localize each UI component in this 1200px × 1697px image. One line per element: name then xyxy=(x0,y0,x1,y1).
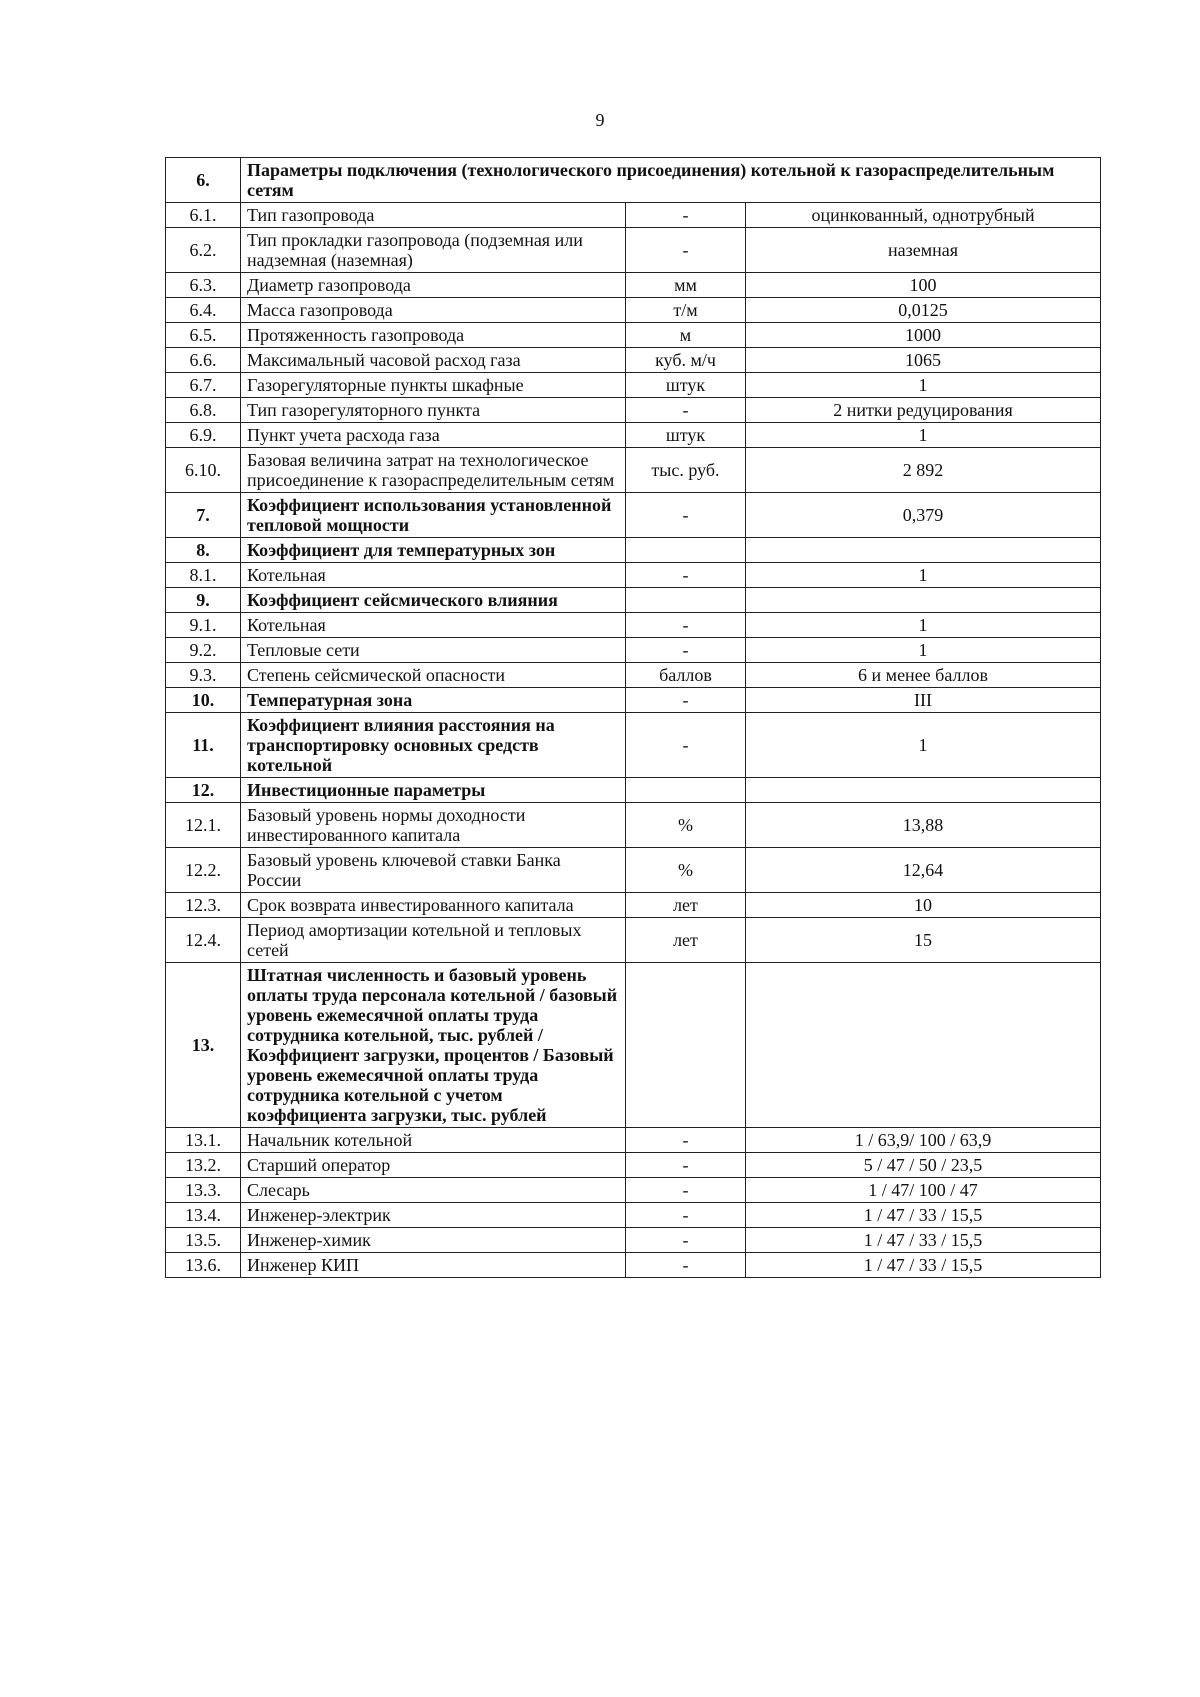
parameter-name: Диаметр газопровода xyxy=(241,273,626,298)
value-cell: 6 и менее баллов xyxy=(746,663,1101,688)
table-row xyxy=(166,918,1101,963)
unit-cell: - xyxy=(626,203,746,228)
parameter-name: Слесарь xyxy=(241,1178,626,1203)
parameter-name: Старший оператор xyxy=(241,1153,626,1178)
value-cell: 0,0125 xyxy=(746,298,1101,323)
unit-cell: - xyxy=(626,1203,746,1228)
value-cell: 2 892 xyxy=(746,448,1101,493)
parameter-name: Котельная xyxy=(241,563,626,588)
unit-cell: - xyxy=(626,228,746,273)
unit-cell: - xyxy=(626,563,746,588)
table-row xyxy=(166,348,1101,373)
parameter-name: Инженер КИП xyxy=(241,1253,626,1278)
parameter-name: Штатная численность и базовый уровень оплаты труда персонала котельной / базовый уровень ежемесячной оплаты труда сотрудника котельной, тыс. рублей / Коэффициент загрузки, процентов / Базовый уровень ежемесячной оплаты труда сотрудника котельной с учетом коэффициента загрузки, тыс. рублей xyxy=(241,963,626,1128)
unit-cell xyxy=(626,538,746,563)
table-row xyxy=(166,613,1101,638)
value-cell: 1 xyxy=(746,423,1101,448)
table-row xyxy=(166,848,1101,893)
unit-cell: м xyxy=(626,323,746,348)
row-number: 12.2. xyxy=(166,848,241,893)
parameter-name: Температурная зона xyxy=(241,688,626,713)
table-row xyxy=(166,373,1101,398)
row-number: 6.7. xyxy=(166,373,241,398)
unit-cell: - xyxy=(626,398,746,423)
value-cell: 1000 xyxy=(746,323,1101,348)
table-row xyxy=(166,323,1101,348)
unit-cell: - xyxy=(626,1178,746,1203)
row-number: 6.6. xyxy=(166,348,241,373)
unit-cell: - xyxy=(626,613,746,638)
row-number: 13.5. xyxy=(166,1228,241,1253)
value-cell: 1 xyxy=(746,713,1101,778)
table-row xyxy=(166,588,1101,613)
row-number: 13.6. xyxy=(166,1253,241,1278)
page-number: 9 xyxy=(595,110,605,130)
value-cell: 12,64 xyxy=(746,848,1101,893)
table-row xyxy=(166,398,1101,423)
table-row xyxy=(166,713,1101,778)
unit-cell: лет xyxy=(626,918,746,963)
parameter-name: Период амортизации котельной и тепловых сетей xyxy=(241,918,626,963)
row-number: 6.3. xyxy=(166,273,241,298)
value-cell: 13,88 xyxy=(746,803,1101,848)
table-row xyxy=(166,563,1101,588)
table-row xyxy=(166,638,1101,663)
row-number: 12. xyxy=(166,778,241,803)
table-row xyxy=(166,963,1101,1128)
value-cell: 1 xyxy=(746,638,1101,663)
row-number: 12.4. xyxy=(166,918,241,963)
value-cell: 1 / 47 / 33 / 15,5 xyxy=(746,1228,1101,1253)
value-cell: 1 xyxy=(746,563,1101,588)
row-number: 9.1. xyxy=(166,613,241,638)
value-cell: 1 / 47 / 33 / 15,5 xyxy=(746,1203,1101,1228)
table-row xyxy=(166,1253,1101,1278)
value-cell: оцинкованный, однотрубный xyxy=(746,203,1101,228)
parameter-name: Коэффициент сейсмического влияния xyxy=(241,588,626,613)
parameter-name: Масса газопровода xyxy=(241,298,626,323)
row-number: 6.4. xyxy=(166,298,241,323)
value-cell: 1 / 47/ 100 / 47 xyxy=(746,1178,1101,1203)
unit-cell: % xyxy=(626,803,746,848)
table-row xyxy=(166,688,1101,713)
parameter-name: Тепловые сети xyxy=(241,638,626,663)
table-row xyxy=(166,1153,1101,1178)
value-cell: 1 xyxy=(746,373,1101,398)
table-row xyxy=(166,228,1101,273)
parameter-name: Котельная xyxy=(241,613,626,638)
table-row xyxy=(166,158,1101,203)
unit-cell: % xyxy=(626,848,746,893)
row-number: 13.4. xyxy=(166,1203,241,1228)
value-cell xyxy=(746,778,1101,803)
row-number: 9.3. xyxy=(166,663,241,688)
parameter-name: Инженер-химик xyxy=(241,1228,626,1253)
parameter-name: Базовый уровень нормы доходности инвестированного капитала xyxy=(241,803,626,848)
parameter-name: Коэффициент использования установленной тепловой мощности xyxy=(241,493,626,538)
row-number: 6.5. xyxy=(166,323,241,348)
row-number: 6.9. xyxy=(166,423,241,448)
parameter-name: Степень сейсмической опасности xyxy=(241,663,626,688)
value-cell: 5 / 47 / 50 / 23,5 xyxy=(746,1153,1101,1178)
row-number: 6.2. xyxy=(166,228,241,273)
row-number: 7. xyxy=(166,493,241,538)
unit-cell: - xyxy=(626,713,746,778)
value-cell: 100 xyxy=(746,273,1101,298)
table-row xyxy=(166,448,1101,493)
table-row xyxy=(166,538,1101,563)
parameter-name: Тип прокладки газопровода (подземная или надземная (наземная) xyxy=(241,228,626,273)
row-number: 12.1. xyxy=(166,803,241,848)
row-number: 13.3. xyxy=(166,1178,241,1203)
unit-cell xyxy=(626,778,746,803)
value-cell xyxy=(746,538,1101,563)
table-row xyxy=(166,273,1101,298)
value-cell: 10 xyxy=(746,893,1101,918)
row-number: 9. xyxy=(166,588,241,613)
value-cell: 15 xyxy=(746,918,1101,963)
unit-cell: - xyxy=(626,638,746,663)
value-cell: 1 / 63,9/ 100 / 63,9 xyxy=(746,1128,1101,1153)
unit-cell: - xyxy=(626,493,746,538)
unit-cell: - xyxy=(626,688,746,713)
row-number: 10. xyxy=(166,688,241,713)
value-cell: 1 / 47 / 33 / 15,5 xyxy=(746,1253,1101,1278)
row-number: 8.1. xyxy=(166,563,241,588)
unit-cell: тыс. руб. xyxy=(626,448,746,493)
row-number: 11. xyxy=(166,713,241,778)
parameter-name: Пункт учета расхода газа xyxy=(241,423,626,448)
row-number: 8. xyxy=(166,538,241,563)
parameter-name: Срок возврата инвестированного капитала xyxy=(241,893,626,918)
table-row xyxy=(166,493,1101,538)
value-cell: III xyxy=(746,688,1101,713)
unit-cell: - xyxy=(626,1128,746,1153)
parameter-name: Базовая величина затрат на технологическое присоединение к газораспределительным сетям xyxy=(241,448,626,493)
table-row xyxy=(166,423,1101,448)
row-number: 6.10. xyxy=(166,448,241,493)
table-row xyxy=(166,1228,1101,1253)
unit-cell: мм xyxy=(626,273,746,298)
value-cell xyxy=(746,963,1101,1128)
parameter-name: Максимальный часовой расход газа xyxy=(241,348,626,373)
parameters-table-body xyxy=(166,158,1101,1278)
parameter-name: Параметры подключения (технологического присоединения) котельной к газораспределительным сетям xyxy=(241,158,1101,203)
parameter-name: Тип газорегуляторного пункта xyxy=(241,398,626,423)
unit-cell: куб. м/ч xyxy=(626,348,746,373)
row-number: 6.8. xyxy=(166,398,241,423)
parameter-name: Базовый уровень ключевой ставки Банка России xyxy=(241,848,626,893)
parameter-name: Коэффициент для температурных зон xyxy=(241,538,626,563)
unit-cell xyxy=(626,963,746,1128)
table-row xyxy=(166,298,1101,323)
row-number: 13.2. xyxy=(166,1153,241,1178)
unit-cell: - xyxy=(626,1253,746,1278)
unit-cell: - xyxy=(626,1228,746,1253)
parameter-name: Тип газопровода xyxy=(241,203,626,228)
table-row xyxy=(166,663,1101,688)
value-cell: 1065 xyxy=(746,348,1101,373)
value-cell: 1 xyxy=(746,613,1101,638)
unit-cell: штук xyxy=(626,423,746,448)
unit-cell: штук xyxy=(626,373,746,398)
parameters-table xyxy=(165,157,1101,1278)
value-cell: 0,379 xyxy=(746,493,1101,538)
unit-cell: т/м xyxy=(626,298,746,323)
row-number: 13.1. xyxy=(166,1128,241,1153)
value-cell: 2 нитки редуцирования xyxy=(746,398,1101,423)
unit-cell: баллов xyxy=(626,663,746,688)
value-cell xyxy=(746,588,1101,613)
table-row xyxy=(166,203,1101,228)
parameter-name: Начальник котельной xyxy=(241,1128,626,1153)
unit-cell xyxy=(626,588,746,613)
table-row xyxy=(166,778,1101,803)
parameter-name: Инженер-электрик xyxy=(241,1203,626,1228)
table-row xyxy=(166,1128,1101,1153)
unit-cell: - xyxy=(626,1153,746,1178)
table-row xyxy=(166,803,1101,848)
table-row xyxy=(166,1203,1101,1228)
row-number: 9.2. xyxy=(166,638,241,663)
row-number: 13. xyxy=(166,963,241,1128)
parameter-name: Газорегуляторные пункты шкафные xyxy=(241,373,626,398)
value-cell: наземная xyxy=(746,228,1101,273)
parameter-name: Коэффициент влияния расстояния на транспортировку основных средств котельной xyxy=(241,713,626,778)
row-number: 6.1. xyxy=(166,203,241,228)
row-number: 6. xyxy=(166,158,241,203)
parameter-name: Инвестиционные параметры xyxy=(241,778,626,803)
row-number: 12.3. xyxy=(166,893,241,918)
table-row xyxy=(166,893,1101,918)
unit-cell: лет xyxy=(626,893,746,918)
parameter-name: Протяженность газопровода xyxy=(241,323,626,348)
table-row xyxy=(166,1178,1101,1203)
